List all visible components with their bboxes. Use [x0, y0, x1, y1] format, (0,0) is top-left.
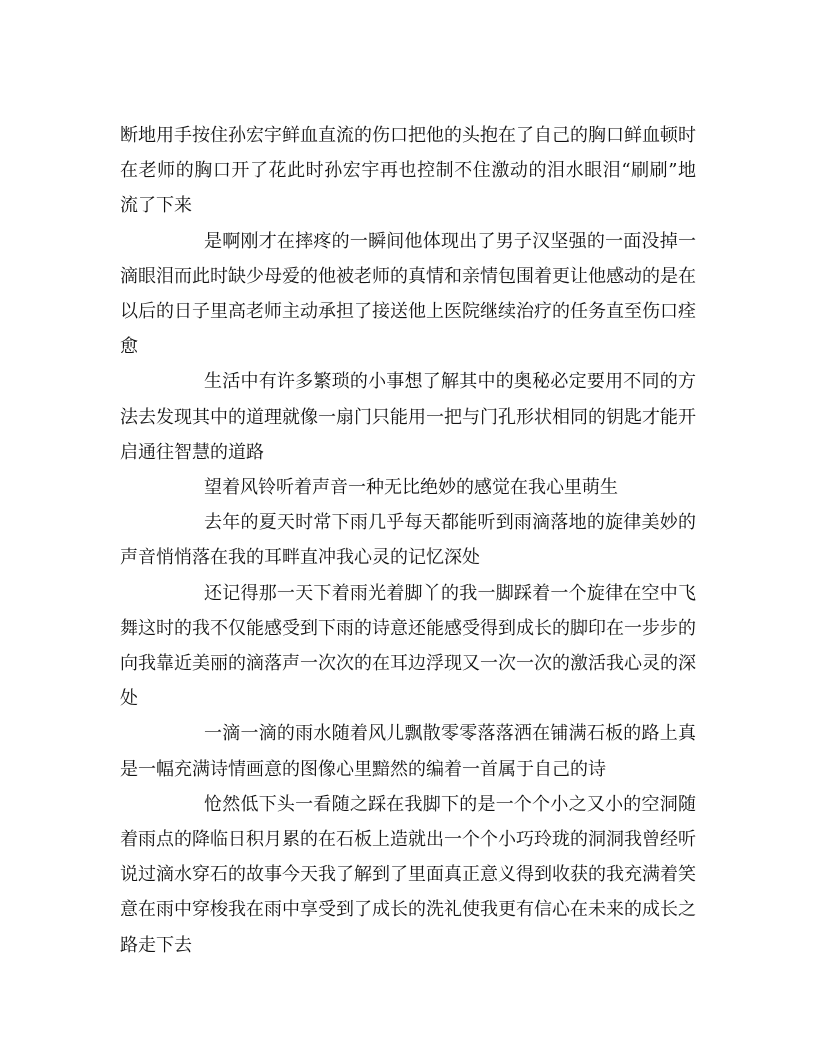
paragraph: 断地用手按住孙宏宇鲜血直流的伤口把他的头抱在了自己的胸口鲜血顿时在老师的胸口开了花此时孙宏宇再也控制不住激动的泪水眼泪“刷刷”地流了下来	[120, 125, 696, 217]
paragraph: 是啊刚才在摔疼的一瞬间他体现出了男子汉坚强的一面没掉一滴眼泪而此时缺少母爱的他被老师的真情和亲情包围着更让他感动的是在以后的日子里高老师主动承担了接送他上医院继续治疗的任务直至伤口痊愈	[120, 230, 696, 358]
paragraph: 一滴一滴的雨水随着风儿飘散零零落落洒在铺满石板的路上真是一幅充满诗情画意的图像心里黯然的编着一首属于自己的诗	[120, 723, 696, 780]
paragraph: 望着风铃听着声音一种无比绝妙的感觉在我心里萌生	[204, 477, 618, 499]
body-text	[120, 118, 696, 963]
paragraph: 去年的夏天时常下雨几乎每天都能听到雨滴落地的旋律美妙的声音悄悄落在我的耳畔直冲我心灵的记忆深处	[120, 512, 696, 569]
paragraph: 还记得那一天下着雨光着脚丫的我一脚踩着一个旋律在空中飞舞这时的我不仅能感受到下雨的诗意还能感受得到成长的脚印在一步步的向我靠近美丽的滴落声一次次的在耳边浮现又一次一次的激活我心灵的深处	[120, 582, 696, 710]
paragraph: 怆然低下头一看随之踩在我脚下的是一个个小之又小的空洞随着雨点的降临日积月累的在石板上造就出一个个小巧玲珑的洞洞我曾经听说过滴水穿石的故事今天我了解到了里面真正意义得到收获的我充满着笑意在雨中穿梭我在雨中享受到了成长的洗礼使我更有信心在未来的成长之路走下去	[120, 793, 696, 956]
paragraph: 生活中有许多繁琐的小事想了解其中的奥秘必定要用不同的方法去发现其中的道理就像一扇门只能用一把与门孔形状相同的钥匙才能开启通往智慧的道路	[120, 371, 696, 463]
